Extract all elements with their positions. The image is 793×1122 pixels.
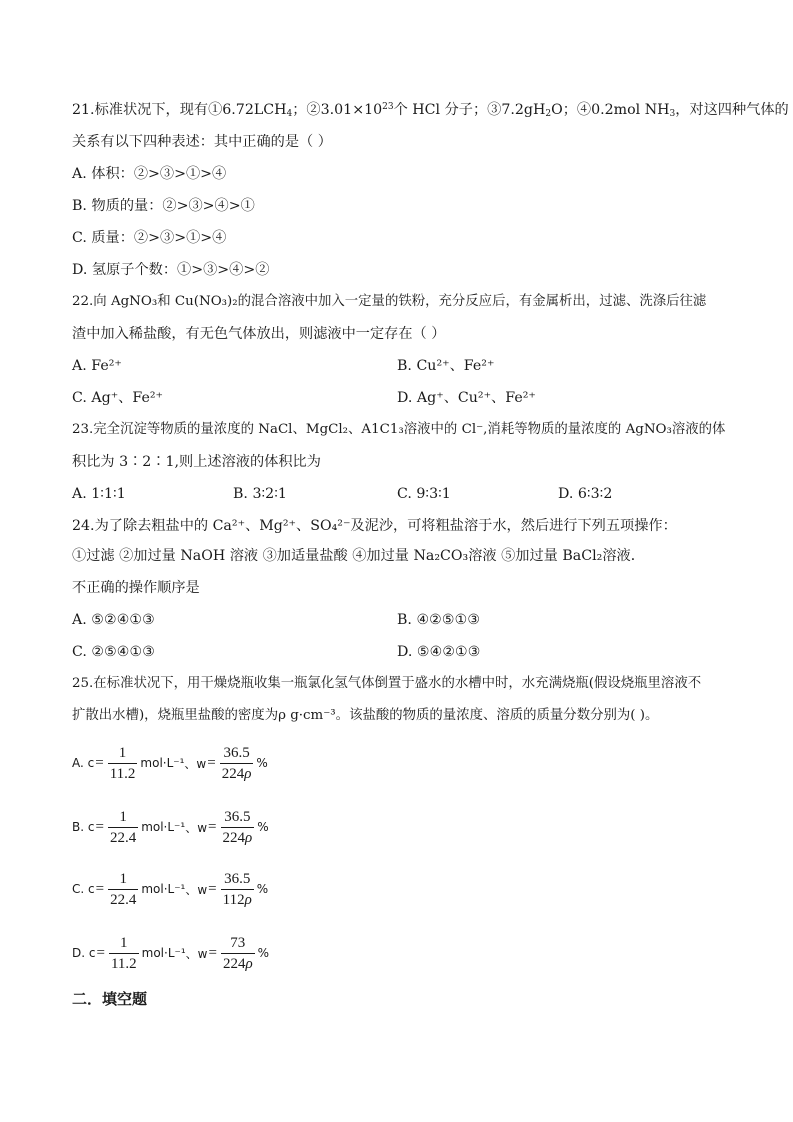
q21-stem-line1: 21.标准状况下，现有$①6.72LCH_4$；$②3.01\times 10^{23}$个 HCl 分子；$③7.2gH_2O$；④0.2mol $NH_3$，对这四种气体的: [72, 102, 789, 119]
q25-b-w-fraction: $\frac{36.5}{224\rho}$: [222, 808, 253, 846]
q23-option-d[interactable]: D. 6∶3∶2: [558, 486, 613, 502]
q22-option-d[interactable]: D. Ag⁺、Cu²⁺、Fe²⁺: [397, 390, 536, 406]
q23-stem-line2: 积比为 3∶2∶1,则上述溶液的体积比为: [72, 454, 321, 470]
q25-option-d[interactable]: D. c = $\frac{1}{11.2}$ mol·L⁻¹ 、w = $\frac{73}{224\rho}$ %: [72, 934, 270, 972]
q21-option-d[interactable]: D. 氢原子个数：①>③>④>②: [72, 262, 270, 278]
q24-option-a[interactable]: A. ⑤②④①③: [72, 612, 155, 628]
q23-option-b[interactable]: B. 3∶2∶1: [233, 486, 287, 502]
q25-a-c-fraction: $\frac{1}{11.2}$: [109, 744, 136, 782]
q25-c-w-fraction: $\frac{36.5}{112\rho}$: [222, 870, 252, 908]
q25-b-c-fraction: $\frac{1}{22.4}$: [109, 808, 137, 846]
q25-a-w-fraction: $\frac{36.5}{224\rho}$: [221, 744, 252, 782]
q25-option-a[interactable]: A. c = $\frac{1}{11.2}$ mol·L⁻¹ 、w = $\frac{36.5}{224\rho}$ %: [72, 744, 268, 782]
q25-c-c-fraction: $\frac{1}{22.4}$: [110, 870, 137, 908]
q24-stem-line3: 不正确的操作顺序是: [72, 580, 200, 596]
q22-stem-line2: 渣中加入稀盐酸，有无色气体放出，则滤液中一定存在（ ）: [72, 326, 446, 342]
q23-option-c[interactable]: C. 9∶3∶1: [397, 486, 451, 502]
q21-option-b[interactable]: B. 物质的量：②>③>④>①: [72, 198, 255, 214]
q22-option-a[interactable]: A. Fe²⁺: [72, 358, 122, 374]
q23-stem-line1: 23.完全沉淀等物质的量浓度的 NaCl、MgCl₂、A1C1₃溶液中的 Cl⁻,消耗等物质的量浓度的 AgNO₃溶液的体: [72, 422, 726, 437]
q22-option-b[interactable]: B. Cu²⁺、Fe²⁺: [397, 358, 495, 374]
q24-operations-list: ①过滤 ②加过量 NaOH 溶液 ③加适量盐酸 ④加过量 Na₂CO₃溶液 ⑤加过量 BaCl₂溶液．: [72, 548, 645, 564]
q24-stem-line1: 24.为了除去粗盐中的 Ca²⁺、Mg²⁺、SO₄²⁻及泥沙，可将粗盐溶于水，然后进行下列五项操作：: [72, 518, 677, 534]
q24-option-b[interactable]: B. ④②⑤①③: [397, 612, 481, 628]
q21-option-c[interactable]: C. 质量：②>③>①>④: [72, 230, 227, 246]
q24-option-c[interactable]: C. ②⑤④①③: [72, 644, 155, 660]
q25-option-c[interactable]: C. c = $\frac{1}{22.4}$ mol·L⁻¹ 、w = $\frac{36.5}{112\rho}$ %: [72, 870, 269, 908]
q25-stem-line1: 25.在标准状况下，用干燥烧瓶收集一瓶氯化氢气体倒置于盛水的水槽中时，水充满烧瓶(假设烧瓶里溶液不: [72, 676, 702, 691]
q21-option-a[interactable]: A. 体积：②>③>①>④: [72, 166, 227, 182]
q24-option-d[interactable]: D. ⑤④②①③: [397, 644, 481, 660]
q22-option-c[interactable]: C. Ag⁺、Fe²⁺: [72, 390, 164, 406]
q25-d-c-fraction: $\frac{1}{11.2}$: [110, 934, 137, 972]
q25-option-b[interactable]: B. c = $\frac{1}{22.4}$ mol·L⁻¹ 、w = $\frac{36.5}{224\rho}$ %: [72, 808, 269, 846]
q25-d-w-fraction: $\frac{73}{224\rho}$: [222, 934, 253, 972]
section-title-fill-in: 二．填空题: [72, 990, 148, 1008]
q22-stem-line1: 22.向 AgNO₃和 Cu(NO₃)₂的混合溶液中加入一定量的铁粉，充分反应后，有金属析出，过滤、洗涤后往滤: [72, 294, 707, 309]
q25-stem-line2: 扩散出水槽)，烧瓶里盐酸的密度为ρ g·cm⁻³。该盐酸的物质的量浓度、溶质的质量分数分别为( )。: [72, 708, 659, 723]
q21-stem-line2: 关系有以下四种表述：其中正确的是（ ）: [72, 134, 332, 150]
q23-option-a[interactable]: A. 1∶1∶1: [72, 486, 126, 502]
